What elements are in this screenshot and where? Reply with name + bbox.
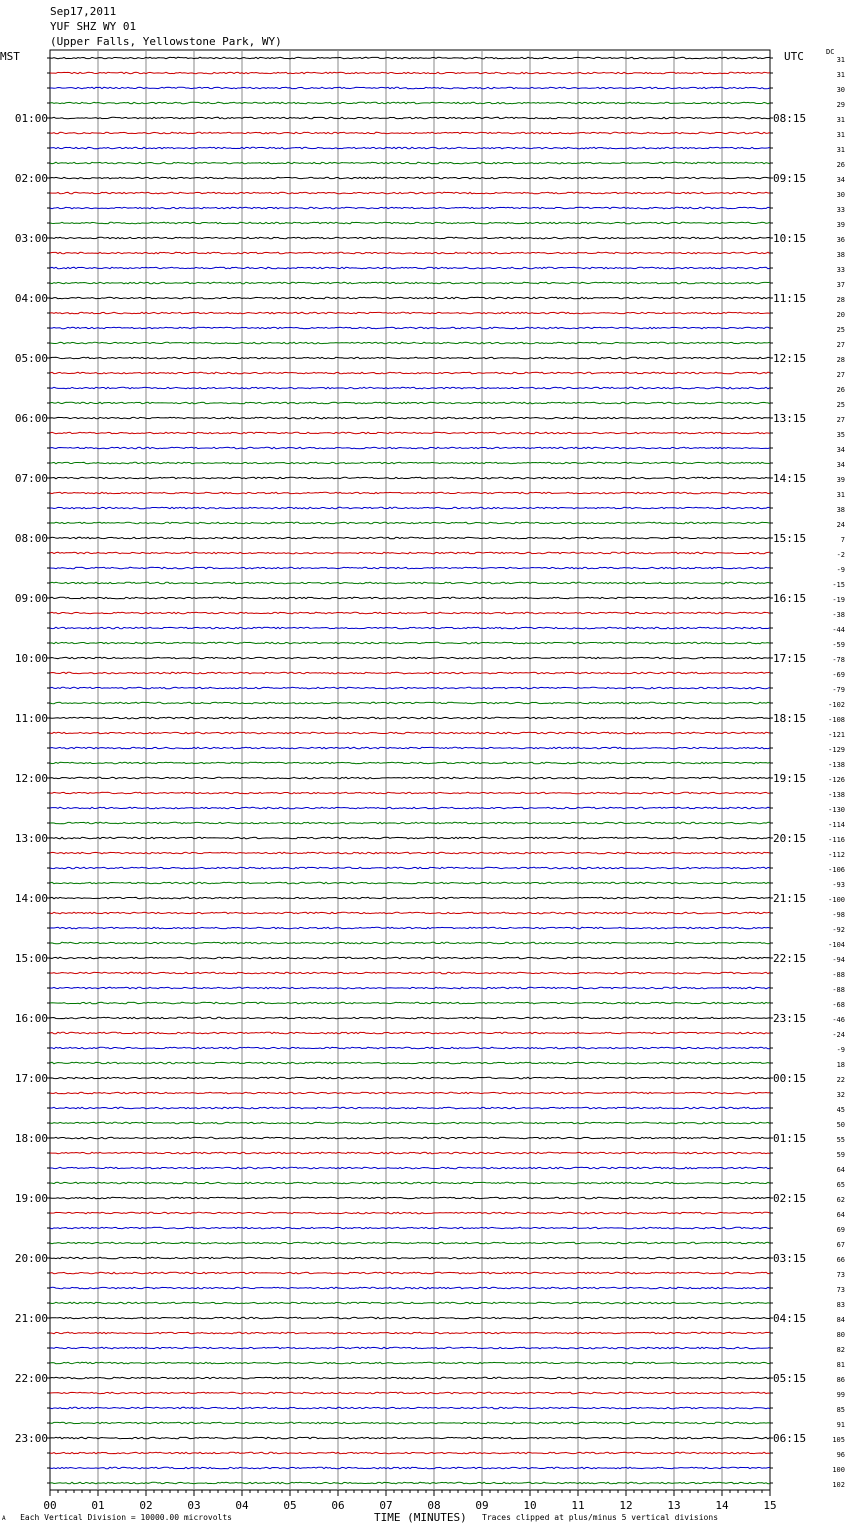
dc-offset-label: -59 — [832, 641, 845, 649]
utc-time-label: 04:15 — [773, 1312, 807, 1325]
seismic-trace — [50, 837, 770, 839]
dc-offset-label: 27 — [836, 371, 845, 379]
seismic-trace — [50, 402, 770, 404]
dc-offset-label: 86 — [836, 1376, 845, 1384]
seismic-trace — [50, 762, 770, 764]
seismic-trace — [50, 492, 770, 494]
clip-note: Traces clipped at plus/minus 5 vertical divisions — [482, 1513, 719, 1522]
dc-offset-label: -108 — [828, 716, 845, 724]
x-tick-label: 07 — [379, 1499, 393, 1512]
mst-time-label: 10:00 — [14, 652, 48, 665]
mst-time-label: 09:00 — [14, 592, 48, 605]
utc-time-label: 03:15 — [773, 1252, 807, 1265]
dc-offset-label: -68 — [832, 1001, 845, 1009]
x-tick-label: 06 — [331, 1499, 345, 1512]
seismic-trace — [50, 72, 770, 74]
dc-offset-label: 31 — [836, 131, 845, 139]
location-label: (Upper Falls, Yellowstone Park, WY) — [50, 35, 282, 48]
seismic-trace — [50, 1347, 770, 1349]
dc-offset-label: -104 — [828, 941, 845, 949]
dc-offset-label: 81 — [836, 1361, 845, 1369]
seismic-trace — [50, 297, 770, 299]
dc-offset-label: -129 — [828, 746, 845, 754]
seismic-trace — [50, 1137, 770, 1139]
seismic-trace — [50, 597, 770, 599]
seismic-trace — [50, 897, 770, 899]
dc-offset-label: -98 — [832, 911, 845, 919]
dc-offset-label: -19 — [832, 596, 845, 604]
dc-offset-label: 7 — [840, 536, 845, 544]
dc-offset-label: 59 — [836, 1151, 845, 1159]
x-tick-label: 10 — [523, 1499, 537, 1512]
seismic-trace — [50, 1302, 770, 1304]
dc-offset-label: 22 — [836, 1076, 845, 1084]
dc-label: DC — [826, 48, 835, 56]
seismic-trace — [50, 852, 770, 854]
x-tick-label: 03 — [187, 1499, 201, 1512]
mst-time-label: 07:00 — [14, 472, 48, 485]
dc-offset-label: 100 — [832, 1466, 845, 1474]
seismic-trace — [50, 1407, 770, 1409]
seismic-trace — [50, 1437, 770, 1439]
dc-offset-label: 80 — [836, 1331, 845, 1339]
dc-offset-label: 84 — [836, 1316, 845, 1324]
seismic-trace — [50, 672, 770, 674]
dc-offset-label: -24 — [832, 1031, 845, 1039]
dc-offset-label: 105 — [832, 1436, 845, 1444]
seismic-trace — [50, 642, 770, 644]
dc-offset-label: -138 — [828, 761, 845, 769]
dc-offset-label: -121 — [828, 731, 845, 739]
mst-time-label: 17:00 — [14, 1072, 48, 1085]
seismic-trace — [50, 477, 770, 479]
dc-offset-label: 96 — [836, 1451, 845, 1459]
scale-note — [2, 1513, 232, 1522]
dc-offset-label: 64 — [836, 1166, 845, 1174]
dc-offset-label: 99 — [836, 1391, 845, 1399]
seismic-trace — [50, 342, 770, 344]
dc-offset-label: -92 — [832, 926, 845, 934]
dc-offset-label: 26 — [836, 386, 845, 394]
dc-offset-label: -78 — [832, 656, 845, 664]
dc-offset-label: 31 — [836, 491, 845, 499]
mst-time-label: 22:00 — [14, 1372, 48, 1385]
footer-mark: A — [2, 1515, 6, 1522]
seismic-trace — [50, 1167, 770, 1169]
plot-frame — [50, 50, 770, 1490]
dc-offset-label: -102 — [828, 701, 845, 709]
seismic-trace — [50, 1017, 770, 1019]
dc-offset-label: 67 — [836, 1241, 845, 1249]
dc-offset-label: 73 — [836, 1271, 845, 1279]
dc-offset-label: 65 — [836, 1181, 845, 1189]
seismic-trace — [50, 732, 770, 734]
seismic-trace — [50, 1287, 770, 1289]
dc-offset-label: -126 — [828, 776, 845, 784]
mst-time-label: 15:00 — [14, 952, 48, 965]
seismic-trace — [50, 1197, 770, 1199]
mst-time-label: 12:00 — [14, 772, 48, 785]
dc-offset-label: 30 — [836, 191, 845, 199]
dc-offset-label: 62 — [836, 1196, 845, 1204]
mst-time-label: 21:00 — [14, 1312, 48, 1325]
seismic-trace — [50, 1317, 770, 1319]
seismic-trace — [50, 1107, 770, 1109]
utc-time-label: 01:15 — [773, 1132, 807, 1145]
seismic-trace — [50, 102, 770, 104]
seismic-trace — [50, 537, 770, 539]
seismic-trace — [50, 687, 770, 689]
dc-offset-label: -69 — [832, 671, 845, 679]
dc-offset-label: -88 — [832, 986, 845, 994]
seismic-trace — [50, 1212, 770, 1214]
utc-time-label: 19:15 — [773, 772, 807, 785]
mst-time-label: 04:00 — [14, 292, 48, 305]
x-tick-label: 08 — [427, 1499, 441, 1512]
dc-offset-label: -2 — [836, 551, 845, 559]
seismic-trace — [50, 1032, 770, 1034]
seismic-trace — [50, 372, 770, 374]
utc-time-label: 06:15 — [773, 1432, 807, 1445]
dc-offset-label: 34 — [836, 176, 845, 184]
mst-time-label: 03:00 — [14, 232, 48, 245]
x-tick-label: 01 — [91, 1499, 105, 1512]
seismic-trace — [50, 1362, 770, 1364]
seismic-trace — [50, 87, 770, 89]
x-tick-label: 02 — [139, 1499, 153, 1512]
dc-offset-label: -88 — [832, 971, 845, 979]
seismic-trace — [50, 1377, 770, 1379]
dc-offset-label: 66 — [836, 1256, 845, 1264]
seismic-trace — [50, 1422, 770, 1424]
seismic-trace — [50, 447, 770, 449]
utc-time-label: 21:15 — [773, 892, 807, 905]
dc-offset-label: -46 — [832, 1016, 845, 1024]
mst-time-label: 01:00 — [14, 112, 48, 125]
dc-offset-label: 102 — [832, 1481, 845, 1489]
mst-time-label: 16:00 — [14, 1012, 48, 1025]
dc-offset-label: 45 — [836, 1106, 845, 1114]
seismic-trace — [50, 627, 770, 629]
seismic-trace — [50, 1242, 770, 1244]
x-tick-label: 04 — [235, 1499, 249, 1512]
seismic-trace — [50, 1452, 770, 1454]
utc-time-label: 12:15 — [773, 352, 807, 365]
scale-note-text: Each Vertical Division = 10000.00 microvolts — [20, 1513, 232, 1522]
dc-offset-label: 20 — [836, 311, 845, 319]
mst-time-label: 05:00 — [14, 352, 48, 365]
seismic-trace — [50, 282, 770, 284]
seismic-trace — [50, 807, 770, 809]
dc-offset-label: 24 — [836, 521, 845, 529]
dc-offset-label: 30 — [836, 86, 845, 94]
utc-time-label: 11:15 — [773, 292, 807, 305]
dc-offset-label: -9 — [836, 1046, 845, 1054]
x-tick-label: 15 — [763, 1499, 777, 1512]
dc-offset-label: 18 — [836, 1061, 845, 1069]
seismic-trace — [50, 237, 770, 239]
dc-offset-label: -93 — [832, 881, 845, 889]
seismic-trace — [50, 882, 770, 884]
mst-label: MST — [0, 50, 20, 63]
seismic-trace — [50, 147, 770, 149]
utc-time-label: 05:15 — [773, 1372, 807, 1385]
seismic-trace — [50, 702, 770, 704]
dc-offset-label: 31 — [836, 71, 845, 79]
seismic-trace — [50, 582, 770, 584]
seismic-trace — [50, 1092, 770, 1094]
seismic-trace — [50, 867, 770, 869]
dc-offset-label: 31 — [836, 116, 845, 124]
seismic-trace — [50, 117, 770, 119]
dc-offset-label: 31 — [836, 56, 845, 64]
seismic-trace — [50, 1152, 770, 1154]
seismic-trace — [50, 57, 770, 59]
seismic-trace — [50, 1257, 770, 1259]
utc-time-label: 02:15 — [773, 1192, 807, 1205]
dc-offset-label: 50 — [836, 1121, 845, 1129]
seismic-trace — [50, 747, 770, 749]
seismic-trace — [50, 1047, 770, 1049]
mst-time-label: 14:00 — [14, 892, 48, 905]
dc-offset-label: 37 — [836, 281, 845, 289]
utc-time-label: 22:15 — [773, 952, 807, 965]
x-tick-label: 13 — [667, 1499, 681, 1512]
dc-offset-label: -15 — [832, 581, 845, 589]
dc-offset-label: 32 — [836, 1091, 845, 1099]
mst-time-label: 11:00 — [14, 712, 48, 725]
dc-offset-label: -38 — [832, 611, 845, 619]
dc-offset-label: -138 — [828, 791, 845, 799]
dc-offset-label: 27 — [836, 416, 845, 424]
dc-offset-label: 38 — [836, 251, 845, 259]
dc-offset-label: -130 — [828, 806, 845, 814]
seismic-trace — [50, 612, 770, 614]
mst-time-label: 19:00 — [14, 1192, 48, 1205]
dc-offset-label: 69 — [836, 1226, 845, 1234]
dc-offset-label: 28 — [836, 356, 845, 364]
dc-offset-label: -100 — [828, 896, 845, 904]
dc-offset-label: 35 — [836, 431, 845, 439]
seismic-trace — [50, 462, 770, 464]
dc-offset-label: -94 — [832, 956, 845, 964]
dc-offset-label: 83 — [836, 1301, 845, 1309]
station-label: YUF SHZ WY 01 — [50, 20, 137, 33]
dc-offset-label: 91 — [836, 1421, 845, 1429]
date-label: Sep17,2011 — [50, 5, 117, 18]
seismic-trace — [50, 207, 770, 209]
dc-offset-label: 39 — [836, 476, 845, 484]
utc-time-label: 13:15 — [773, 412, 807, 425]
dc-offset-label: -116 — [828, 836, 845, 844]
seismic-trace — [50, 1077, 770, 1079]
seismic-trace — [50, 1272, 770, 1274]
utc-time-label: 08:15 — [773, 112, 807, 125]
seismic-trace — [50, 552, 770, 554]
utc-time-label: 09:15 — [773, 172, 807, 185]
dc-offset-label: 85 — [836, 1406, 845, 1414]
dc-offset-label: -106 — [828, 866, 845, 874]
seismic-trace — [50, 177, 770, 179]
seismic-trace — [50, 432, 770, 434]
x-tick-label: 14 — [715, 1499, 729, 1512]
seismic-trace — [50, 567, 770, 569]
seismic-trace — [50, 822, 770, 824]
dc-offset-label: 33 — [836, 206, 845, 214]
dc-offset-label: 25 — [836, 401, 845, 409]
x-tick-label: 09 — [475, 1499, 489, 1512]
utc-time-label: 17:15 — [773, 652, 807, 665]
dc-offset-label: 55 — [836, 1136, 845, 1144]
utc-time-label: 10:15 — [773, 232, 807, 245]
x-axis-title: TIME (MINUTES) — [374, 1511, 467, 1524]
seismic-trace — [50, 1227, 770, 1229]
utc-time-label: 16:15 — [773, 592, 807, 605]
mst-time-label: 02:00 — [14, 172, 48, 185]
seismic-trace — [50, 192, 770, 194]
x-tick-label: 12 — [619, 1499, 633, 1512]
dc-offset-label: 26 — [836, 161, 845, 169]
seismic-trace — [50, 387, 770, 389]
utc-time-label: 20:15 — [773, 832, 807, 845]
dc-offset-label: 36 — [836, 236, 845, 244]
seismic-trace — [50, 357, 770, 359]
dc-offset-label: -44 — [832, 626, 845, 634]
seismic-trace — [50, 942, 770, 944]
dc-offset-label: 38 — [836, 506, 845, 514]
dc-offset-label: 39 — [836, 221, 845, 229]
dc-offset-label: -114 — [828, 821, 845, 829]
seismic-trace — [50, 657, 770, 659]
dc-offset-label: 25 — [836, 326, 845, 334]
utc-time-label: 18:15 — [773, 712, 807, 725]
dc-offset-label: -112 — [828, 851, 845, 859]
seismic-trace — [50, 507, 770, 509]
dc-offset-label: -9 — [836, 566, 845, 574]
dc-offset-label: 64 — [836, 1211, 845, 1219]
seismic-trace — [50, 1482, 770, 1484]
x-tick-label: 05 — [283, 1499, 297, 1512]
seismic-trace — [50, 1002, 770, 1004]
seismic-trace — [50, 1467, 770, 1469]
dc-offset-label: 82 — [836, 1346, 845, 1354]
seismic-trace — [50, 417, 770, 419]
mst-time-label: 08:00 — [14, 532, 48, 545]
dc-offset-label: 33 — [836, 266, 845, 274]
seismic-trace — [50, 1392, 770, 1394]
mst-time-label: 18:00 — [14, 1132, 48, 1145]
seismic-trace — [50, 132, 770, 134]
seismic-trace — [50, 987, 770, 989]
seismic-trace — [50, 327, 770, 329]
seismic-trace — [50, 957, 770, 959]
seismic-trace — [50, 927, 770, 929]
seismic-trace — [50, 792, 770, 794]
dc-offset-label: 31 — [836, 146, 845, 154]
seismic-trace — [50, 972, 770, 974]
seismic-trace — [50, 162, 770, 164]
seismic-trace — [50, 222, 770, 224]
seismic-trace — [50, 1182, 770, 1184]
seismic-trace — [50, 912, 770, 914]
x-tick-label: 11 — [571, 1499, 585, 1512]
x-tick-label: 00 — [43, 1499, 57, 1512]
mst-time-label: 23:00 — [14, 1432, 48, 1445]
utc-time-label: 23:15 — [773, 1012, 807, 1025]
seismic-trace — [50, 1332, 770, 1334]
seismic-trace — [50, 717, 770, 719]
mst-time-label: 13:00 — [14, 832, 48, 845]
seismic-trace — [50, 777, 770, 779]
seismic-trace — [50, 1122, 770, 1124]
seismic-trace — [50, 267, 770, 269]
dc-offset-label: 28 — [836, 296, 845, 304]
mst-time-label: 20:00 — [14, 1252, 48, 1265]
mst-time-label: 06:00 — [14, 412, 48, 425]
dc-offset-label: -79 — [832, 686, 845, 694]
seismic-trace — [50, 312, 770, 314]
utc-time-label: 15:15 — [773, 532, 807, 545]
dc-offset-label: 34 — [836, 461, 845, 469]
seismic-trace — [50, 252, 770, 254]
dc-offset-label: 27 — [836, 341, 845, 349]
utc-time-label: 00:15 — [773, 1072, 807, 1085]
dc-offset-label: 73 — [836, 1286, 845, 1294]
dc-offset-label: 34 — [836, 446, 845, 454]
utc-label: UTC — [784, 50, 804, 63]
utc-time-label: 14:15 — [773, 472, 807, 485]
seismic-trace — [50, 1062, 770, 1064]
seismic-trace — [50, 522, 770, 524]
dc-offset-label: 29 — [836, 101, 845, 109]
